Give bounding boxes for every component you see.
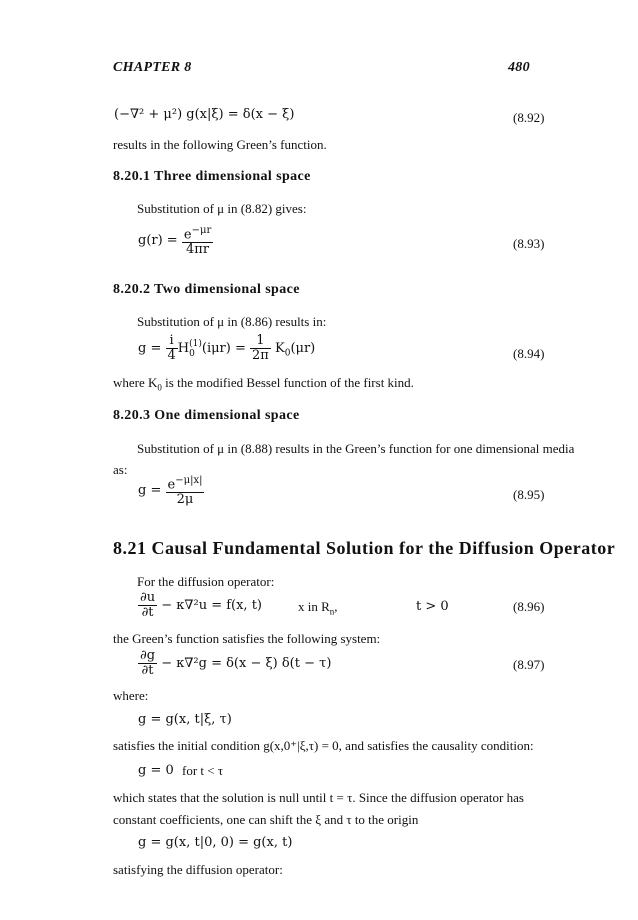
equation-number: (8.94) (513, 346, 545, 361)
paragraph: Substitution of μ in (8.86) results in: (137, 314, 327, 329)
fraction-denominator: 4πr (182, 242, 213, 257)
section-heading-8-20-3: 8.20.3 One dimensional space (113, 408, 300, 423)
equation-8-94: g = $\frac{i}{4}$ H (1) 0 (iμr) = $\frac{1}{2\pi}$ $K_0(\mu r)$ (138, 333, 316, 363)
paragraph: Substitution of μ in (8.82) gives: (137, 201, 307, 216)
section-heading-8-20-1: 8.20.1 Three dimensional space (113, 169, 311, 184)
equation-time-condition: t > 0 (416, 599, 449, 614)
fraction: $\frac{e^{-\mu|x|}}{2\mu}$ (167, 475, 203, 508)
equation-number: (8.93) (513, 236, 545, 251)
equation-number: (8.95) (513, 487, 545, 502)
paragraph: as: (113, 462, 128, 477)
equation-domain: x in $R_n$, (298, 599, 338, 617)
equation-number: (8.96) (513, 599, 545, 614)
equation-number: (8.97) (513, 657, 545, 672)
paragraph: where $K_0$ is the modified Bessel function of the first kind. (113, 375, 414, 393)
equation-8-92: (−∇² + μ²) g(x|ξ) = δ(x − ξ) (114, 107, 295, 122)
paragraph: where: (113, 688, 149, 703)
equation-8-96: $\frac{\partial u}{\partial t}$ − κ∇²u = f(x, t) (140, 590, 262, 620)
fraction: $\frac{i}{4}$ (167, 333, 176, 363)
section-heading-8-21: 8.21 Causal Fundamental Solution for the Diffusion Operator (113, 538, 616, 558)
fraction: $\frac{\partial g}{\partial t}$ (140, 648, 156, 678)
paragraph: Substitution of μ in (8.88) results in the Green’s function for one dimensional media (137, 441, 575, 456)
paragraph: satisfying the diffusion operator: (113, 862, 283, 877)
paragraph: satisfies the initial condition g(x,0⁺|ξ,τ) = 0, and satisfies the causality condition: (113, 738, 534, 753)
equation-lhs: g(r) = (138, 233, 178, 249)
paragraph: For the diffusion operator: (137, 574, 275, 589)
fraction-numerator: $e^{-\mu r}$ (183, 225, 212, 243)
fraction (182, 224, 213, 257)
paragraph: which states that the solution is null until t = τ. Since the diffusion operator has (113, 790, 524, 805)
paragraph: constant coefficients, one can shift the ξ and τ to the origin (113, 812, 419, 827)
equation-8-95: g = $\frac{e^{-\mu|x|}}{2\mu}$ (138, 475, 203, 508)
fraction: $\frac{\partial u}{\partial t}$ (140, 590, 156, 620)
section-heading-8-20-2: 8.20.2 Two dimensional space (113, 282, 300, 297)
page-number: 480 (508, 60, 530, 75)
equation-number: (8.92) (513, 110, 545, 125)
paragraph: results in the following Green’s function. (113, 137, 327, 152)
equation-causality: g = 0 (138, 763, 174, 778)
equation-definition: g = g(x, t|ξ, τ) (138, 712, 232, 727)
chapter-header: CHAPTER 8 (113, 60, 192, 75)
equation-condition: for t < τ (182, 763, 224, 778)
paragraph: the Green’s function satisfies the following system: (113, 631, 381, 646)
equation-8-97: $\frac{\partial g}{\partial t}$ − κ∇²g = δ(x − ξ) δ(t − τ) (140, 648, 332, 678)
equation-8-93 (138, 224, 213, 257)
equation-shift: g = g(x, t|0, 0) = g(x, t) (138, 835, 293, 850)
fraction: $\frac{1}{2\pi}$ (252, 333, 269, 363)
